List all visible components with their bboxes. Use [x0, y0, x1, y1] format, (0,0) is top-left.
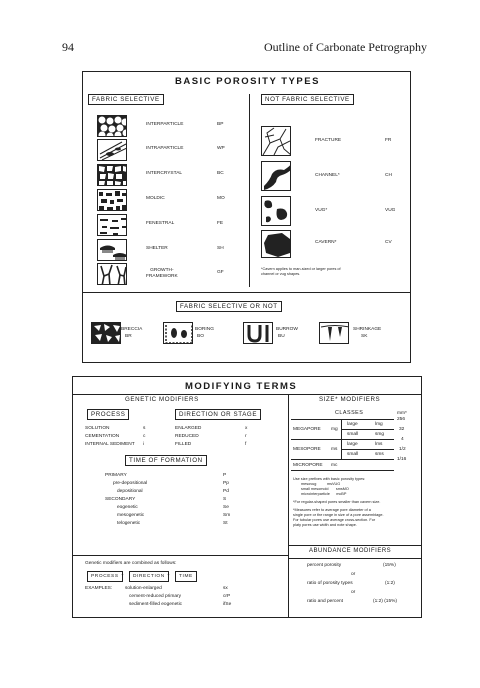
running-title: Outline of Carbonate Petrography — [264, 40, 427, 54]
vug-code: VUG — [385, 208, 396, 213]
fenestral-tile — [97, 214, 127, 236]
time-of-formation-box: TIME OF FORMATION — [125, 455, 207, 466]
time-mesogenetic-code: Sm — [223, 513, 231, 518]
cavern-footnote: *Cavern applies to man-sized or larger pores of channel or vug shapes. — [261, 267, 341, 276]
porosity-title: BASIC POROSITY TYPES — [175, 76, 320, 87]
fabric-selective-or-not-header: FABRIC SELECTIVE OR NOT — [176, 301, 282, 312]
interparticle-code: BP — [217, 122, 224, 127]
example-2-code: crP — [223, 594, 231, 599]
size-table-line-1 — [291, 419, 394, 420]
size-table-line-3 — [291, 439, 394, 440]
abundance-header: ABUNDANCE MODIFIERS — [309, 548, 392, 554]
modifying-figure — [72, 376, 422, 618]
mesopore-large: large — [347, 442, 358, 447]
scale-tick-sixteenth: 1/16 — [397, 457, 407, 462]
size-note-8: For tubular pores use average cross-section. For — [293, 518, 376, 522]
modifying-title: MODIFYING TERMS — [185, 381, 298, 392]
abundance-ratio-percent-example: (1:2) (15%) — [373, 599, 397, 604]
page-number: 94 — [62, 40, 74, 54]
time-mesogenetic: mesogenetic — [117, 513, 145, 518]
examples-label: EXAMPLES: — [85, 586, 113, 591]
moldic-code: MO — [217, 196, 225, 201]
boring-tile — [163, 322, 193, 344]
process-box: PROCESS — [87, 409, 129, 420]
title-underline — [73, 394, 421, 395]
intercrystal-code: BC — [217, 171, 224, 176]
mesopore-label: MESOPORE — [293, 447, 321, 452]
time-eogenetic-code: Se — [223, 505, 229, 510]
formula-direction: DIRECTION — [129, 571, 169, 582]
abundance-divider — [288, 545, 421, 546]
time-eogenetic: eogenetic — [117, 505, 138, 510]
growth-framework-icon — [98, 264, 127, 285]
time-pre-depositional-code: Pp — [223, 481, 229, 486]
mm-label: mm* — [397, 411, 407, 416]
burrow-icon — [244, 323, 273, 344]
size-note-3: small mesomold smsMO — [301, 487, 349, 491]
example-3-code: ifSe — [223, 602, 232, 607]
burrow-tile — [243, 322, 273, 344]
size-note-9: platy pores use width and note shape. — [293, 523, 357, 527]
section-divider — [83, 292, 410, 293]
fracture-tile — [261, 126, 291, 156]
size-note-5: *For regular-shaped pores smaller than cavern size. — [293, 500, 381, 504]
growth-framework-tile — [97, 263, 127, 285]
abundance-percent-example: (15%) — [383, 563, 396, 568]
mesopore-small-code: sms — [375, 452, 384, 457]
intraparticle-icon — [98, 140, 127, 161]
genetic-modifiers-header: GENETIC MODIFIERS — [125, 396, 199, 403]
megapore-large-code: lmg — [375, 422, 383, 427]
moldic-icon — [98, 190, 127, 211]
breccia-code: BR — [125, 334, 132, 339]
size-note-4: microinterparticle mcBP — [301, 492, 347, 496]
size-note-2: mesovug msVUG — [301, 482, 341, 486]
fenestral-label: FENESTRAL — [146, 221, 175, 226]
abundance-ratio-example: (1:2) — [385, 581, 395, 586]
interparticle-tile — [97, 115, 127, 137]
breccia-tile — [91, 322, 121, 344]
cavern-code: CV — [385, 240, 392, 245]
combine-divider — [73, 555, 288, 556]
example-3: sediment-filled eogenetic — [129, 602, 183, 607]
scale-tick-half: 1/2 — [399, 447, 406, 452]
combine-text: Genetic modifiers are combined as follows: — [85, 561, 177, 566]
channel-tile — [261, 161, 291, 191]
interparticle-icon — [98, 116, 127, 137]
growth-framework-code: GF — [217, 270, 224, 275]
megapore-label: MEGAPORE — [293, 427, 321, 432]
size-table-line-2 — [341, 429, 394, 430]
breccia-label: BRECCIA — [121, 327, 143, 332]
abundance-percent: percent porosity — [307, 563, 342, 568]
boring-label: BORING — [195, 327, 214, 332]
size-note-7: single pore or the range in size of a pore assemblage. — [293, 513, 384, 517]
size-table-line-4 — [341, 449, 394, 450]
scale-tick-256: 256 — [397, 417, 406, 422]
boring-icon — [164, 323, 193, 344]
time-telogenetic: telogenetic — [117, 521, 141, 526]
boring-code: BO — [197, 334, 204, 339]
time-pre-depositional: pre-depositional — [113, 481, 148, 486]
abundance-or-1: or — [351, 572, 356, 577]
channel-label: CHANNEL* — [315, 173, 340, 178]
modifier-column-divider — [288, 394, 289, 617]
size-note-1: Use size prefixes with basic porosity types: — [293, 477, 366, 481]
megapore-small: small — [347, 432, 359, 437]
channel-icon — [262, 162, 291, 191]
process-cementation-code: c — [143, 434, 146, 439]
abundance-underline — [288, 558, 421, 559]
direction-filled-code: f — [245, 442, 247, 447]
vug-tile — [261, 196, 291, 226]
growth-framework-label: GROWTH- FRAMEWORK — [146, 268, 178, 279]
direction-filled: FILLED — [175, 442, 192, 447]
fracture-code: FR — [385, 138, 392, 143]
abundance-ratio-percent: ratio and percent — [307, 599, 344, 604]
time-primary: PRIMARY — [105, 473, 127, 478]
fracture-icon — [262, 127, 291, 156]
shrinkage-code: SK — [361, 334, 368, 339]
scale-tick-4: 4 — [401, 437, 404, 442]
scale-tick-32: 32 — [399, 427, 405, 432]
not-fabric-selective-header: NOT FABRIC SELECTIVE — [261, 94, 354, 105]
vug-icon — [262, 197, 291, 226]
size-note-6: *Measures refer to average pore diameter of a — [293, 508, 371, 512]
abundance-or-2: or — [351, 590, 356, 595]
example-1-code: sx — [223, 586, 228, 591]
time-telogenetic-code: St — [223, 521, 228, 526]
fenestral-code: FE — [217, 221, 224, 226]
size-table-line-5 — [291, 459, 394, 460]
cavern-tile — [261, 230, 291, 258]
fracture-label: FRACTURE — [315, 138, 342, 143]
intraparticle-label: INTRAPARTICLE — [146, 146, 184, 151]
cavern-icon — [262, 231, 291, 258]
porosity-figure — [82, 71, 411, 363]
classes-header: CLASSES — [335, 410, 364, 416]
direction-box: DIRECTION OR STAGE — [175, 409, 261, 420]
size-table-line-6 — [291, 470, 394, 471]
direction-reduced-code: r — [245, 434, 247, 439]
micropore-label: MICROPORE — [293, 463, 323, 468]
shelter-code: SH — [217, 246, 224, 251]
formula-process: PROCESS — [87, 571, 123, 582]
micropore-code: mc — [331, 463, 338, 468]
time-primary-code: P — [223, 473, 227, 478]
shrinkage-label: SHRINKAGE — [353, 327, 382, 332]
fenestral-icon — [98, 215, 127, 236]
shelter-icon — [98, 240, 127, 261]
shelter-label: SHELTER — [146, 246, 168, 251]
intercrystal-tile — [97, 164, 127, 186]
megapore-small-code: smg — [375, 432, 385, 437]
process-solution: SOLUTION — [85, 426, 110, 431]
shelter-tile — [97, 239, 127, 261]
example-1: solution-enlarged — [125, 586, 162, 591]
direction-reduced: REDUCED — [175, 434, 199, 439]
formula-time: TIME — [175, 571, 197, 582]
time-depositional-code: Pd — [223, 489, 229, 494]
intercrystal-label: INTERCRYSTAL — [146, 171, 183, 176]
direction-enlarged-code: x — [245, 426, 248, 431]
vug-label: VUG* — [315, 208, 328, 213]
mesopore-small: small — [347, 452, 359, 457]
formula-plus-1: + — [121, 573, 124, 578]
time-secondary-code: S — [223, 497, 227, 502]
mesopore-code: ms — [331, 447, 338, 452]
column-divider — [249, 94, 250, 287]
process-cementation: CEMENTATION — [85, 434, 120, 439]
example-2: cement-reduced primary — [129, 594, 181, 599]
direction-enlarged: ENLARGED — [175, 426, 202, 431]
intercrystal-icon — [98, 165, 127, 186]
process-internal-sediment: INTERNAL SEDIMENT — [85, 442, 135, 447]
channel-code: CH — [385, 173, 392, 178]
process-internal-sediment-code: i — [143, 442, 145, 447]
size-modifiers-header: SIZE* MODIFIERS — [319, 396, 381, 403]
megapore-large: large — [347, 422, 358, 427]
formula-plus-2: + — [167, 573, 170, 578]
abundance-ratio: ratio of porosity types — [307, 581, 353, 586]
shrinkage-tile — [319, 322, 349, 344]
fabric-selective-header: FABRIC SELECTIVE — [88, 94, 164, 105]
burrow-code: BU — [278, 334, 285, 339]
burrow-label: BURROW — [276, 327, 298, 332]
time-secondary: SECONDARY — [105, 497, 136, 502]
intraparticle-tile — [97, 139, 127, 161]
moldic-label: MOLDIC — [146, 196, 165, 201]
breccia-icon — [92, 323, 121, 344]
megapore-code: mg — [331, 427, 338, 432]
time-depositional: depositional — [117, 489, 143, 494]
shrinkage-icon — [320, 323, 349, 344]
moldic-tile — [97, 189, 127, 211]
process-solution-code: s — [143, 426, 146, 431]
cavern-label: CAVERN* — [315, 240, 337, 245]
interparticle-label: INTERPARTICLE — [146, 122, 184, 127]
mesopore-large-code: lms — [375, 442, 383, 447]
intraparticle-code: WP — [217, 146, 225, 151]
